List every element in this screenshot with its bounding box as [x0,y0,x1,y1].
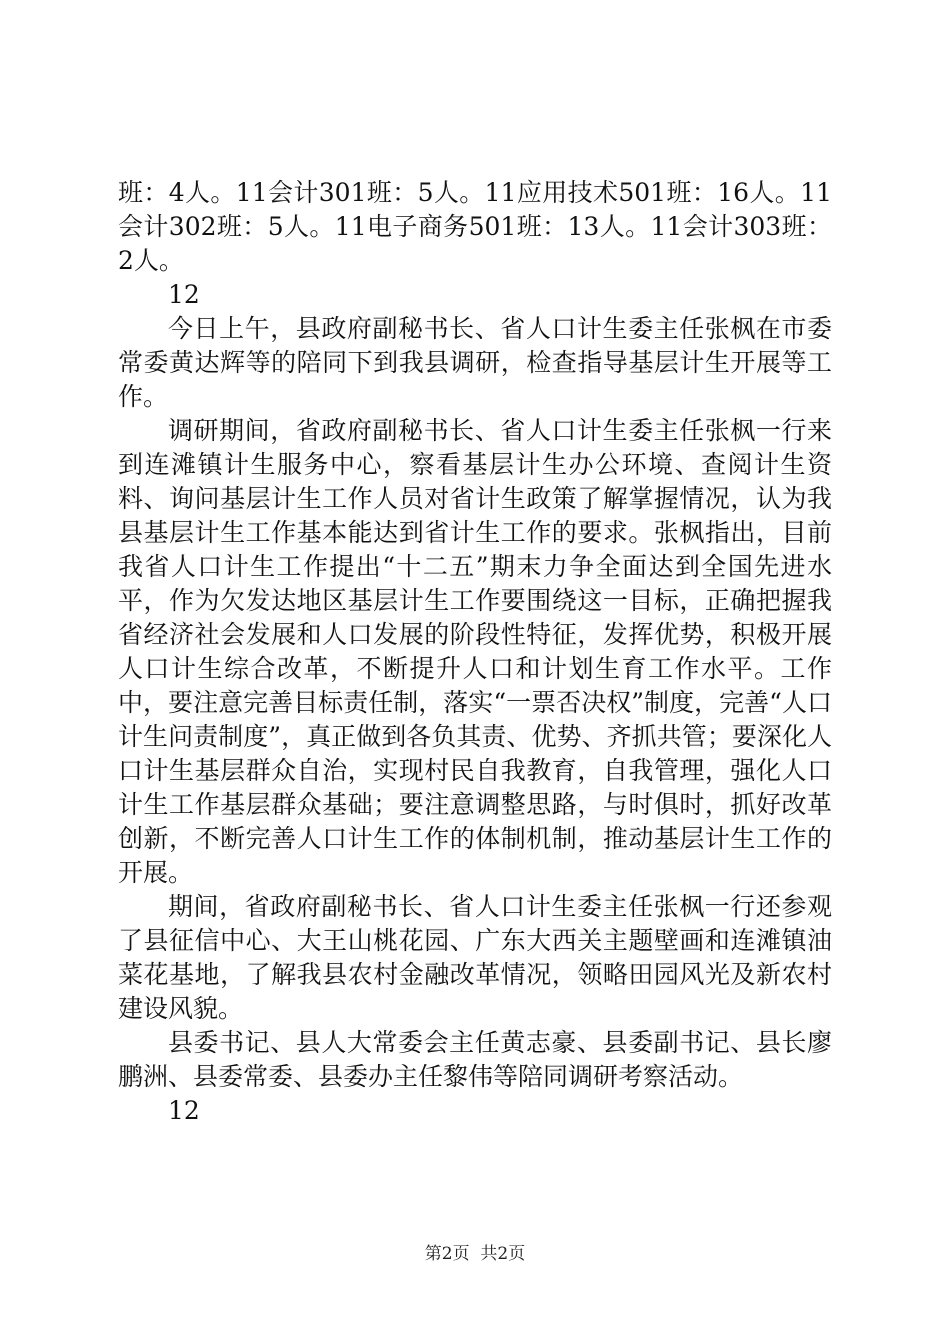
page-footer [0,1243,950,1265]
paragraph-class-counts: 班：4人。11会计301班：5人。11应用技术501班：16人。11会计302班：5人。11电子商务501班：13人。11会计303班：2人。 [118,178,832,275]
paragraph-intro: 今日上午，县政府副秘书长、省人口计生委主任张枫在市委常委黄达辉等的陪同下到我县调研，检查指导基层计生开展等工作。 [118,314,832,411]
page-number-label: 第2页 共2页 [424,1244,526,1264]
paragraph-accompany: 县委书记、县人大常委会主任黄志豪、县委副书记、县长廖鹏洲、县委常委、县委办主任黎伟等陪同调研考察活动。 [118,1028,832,1091]
paragraph-visit: 期间，省政府副秘书长、省人口计生委主任张枫一行还参观了县征信中心、大王山桃花园、广东大西关主题壁画和连滩镇油菜花基地，了解我县农村金融改革情况，领略田园风光及新农村建设风貌。 [118,892,832,1023]
paragraph-research: 调研期间，省政府副秘书长、省人口计生委主任张枫一行来到连滩镇计生服务中心，察看基层计生办公环境、查阅计生资料、询问基层计生工作人员对省计生政策了解掌握情况，认为我县基层计生工作基本能达到省计生工作的要求。张枫指出，目前我省人口计生工作提出“十二五”期末力争全面达到全国先进水平，作为欠发达地区基层计生工作要围绕这一目标，正确把握我省经济社会发展和人口发展的阶段性特征，发挥优势，积极开展人口计生综合改革，不断提升人口和计划生育工作水平。工作中，要注意完善目标责任制，落实“一票否决权”制度，完善“人口计生问责制度”，真正做到各负其责、优势、齐抓共管；要深化人口计生基层群众自治，实现村民自我教育，自我管理，强化人口计生工作基层群众基础；要注意调整思路，与时俱时，抓好改革创新，不断完善人口计生工作的体制机制，推动基层计生工作的开展。 [118,416,832,887]
paragraph-number: 12 [168,280,200,309]
document-body [118,176,832,1128]
paragraph-number-end: 12 [168,1096,200,1125]
